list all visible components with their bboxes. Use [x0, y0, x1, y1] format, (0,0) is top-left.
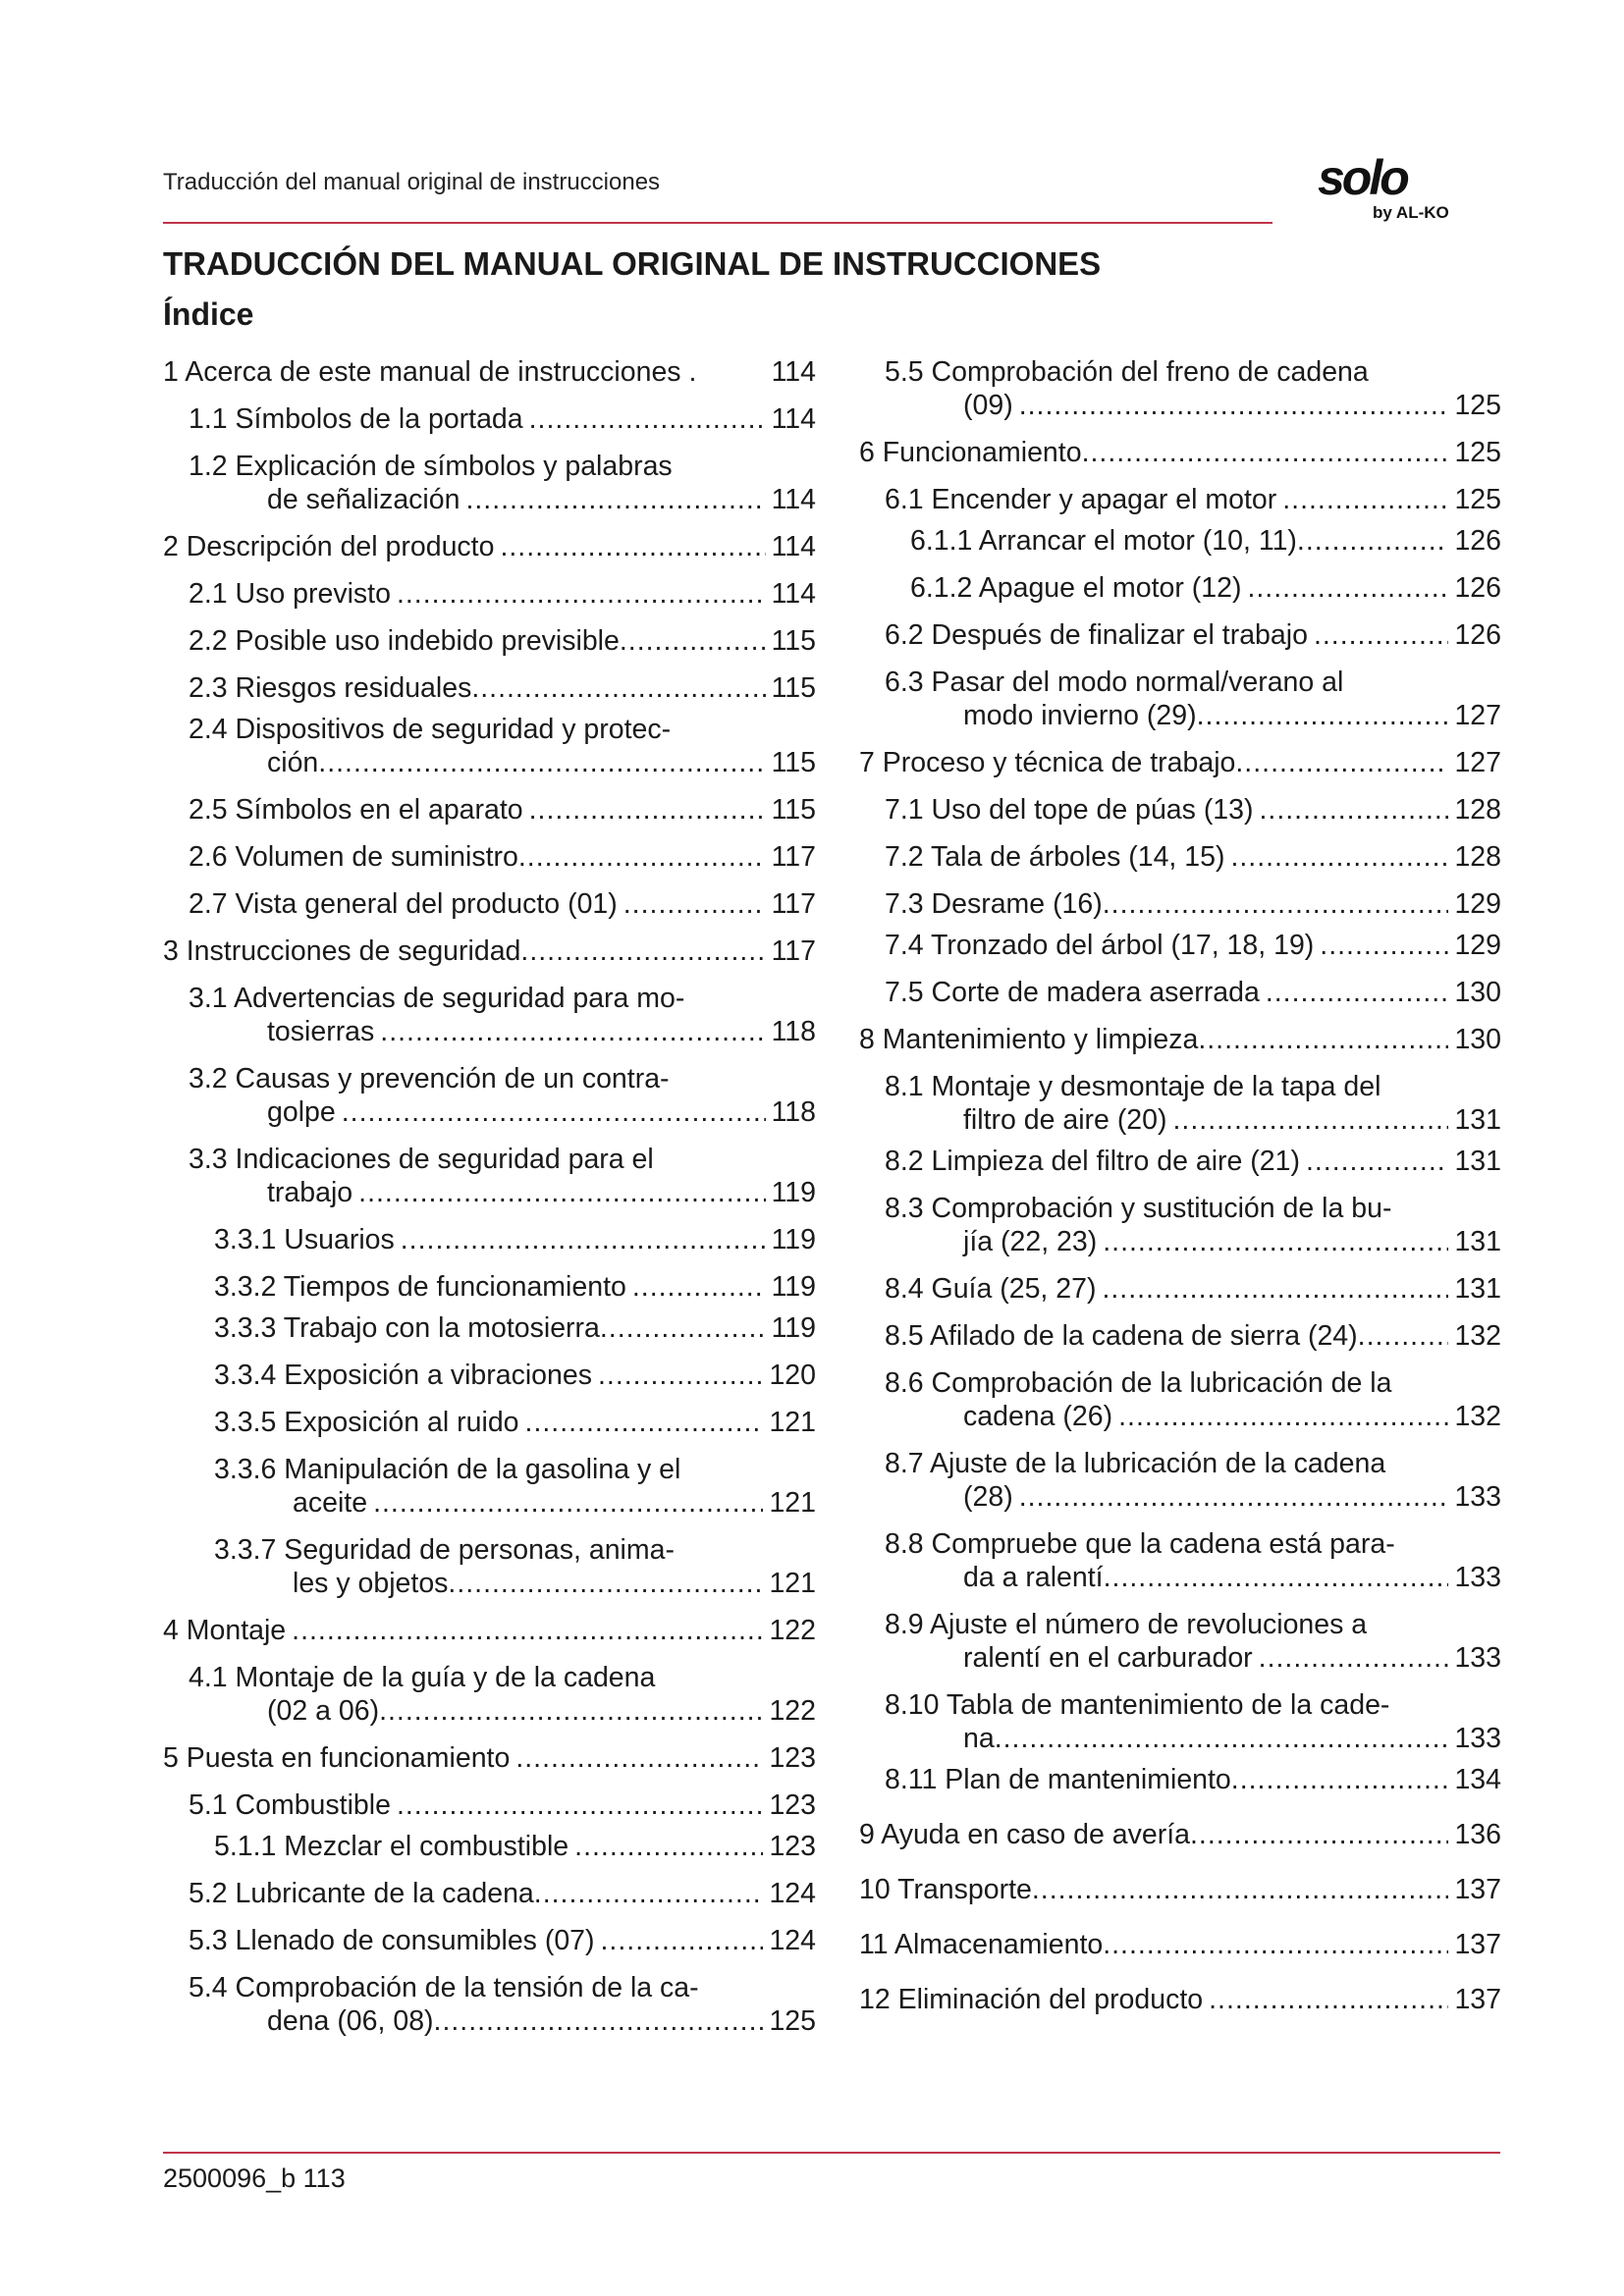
- toc-entry[interactable]: [163, 1311, 816, 1345]
- toc-entry-page: 114: [771, 484, 816, 515]
- toc-leader: [465, 483, 765, 516]
- toc-leader: [1297, 524, 1449, 558]
- toc-entry-label: 3.2 Causas y prevención de un contra-: [189, 1063, 670, 1095]
- toc-leader: [379, 1694, 763, 1728]
- toc-entry-label-cont: jía (22, 23): [963, 1226, 1098, 1257]
- toc-entry-label: 8.6 Comprobación de la lubricación de la: [885, 1367, 1392, 1399]
- toc-entry-label: 8.1 Montaje y desmontaje de la tapa del: [885, 1071, 1381, 1102]
- toc-entry[interactable]: [859, 1608, 1501, 1675]
- toc-leader: [623, 887, 766, 921]
- toc-entry-label: 7.5 Corte de madera aserrada: [885, 977, 1260, 1008]
- toc-leader: [1103, 887, 1449, 921]
- toc-leader: [1198, 1023, 1448, 1056]
- toc-leader: [1282, 483, 1448, 516]
- solo-logo: [1316, 147, 1473, 226]
- toc-entry-page: 125: [1454, 390, 1501, 421]
- toc-entry-label: 9 Ayuda en caso de avería: [859, 1819, 1190, 1850]
- toc-entry-page: 120: [769, 1360, 816, 1391]
- toc-entry-label-cont: cadena (26): [963, 1401, 1113, 1432]
- toc-leader: [380, 1015, 765, 1048]
- page-footer: [163, 2163, 346, 2194]
- toc-leader: [397, 577, 766, 611]
- toc-left-column: [163, 355, 816, 2038]
- toc-leader: [401, 1223, 766, 1256]
- toc-entry[interactable]: [859, 666, 1501, 732]
- toc-leader: [620, 624, 766, 658]
- toc-leader: [1104, 1561, 1449, 1594]
- toc-leader: [1019, 389, 1449, 422]
- toc-entry-page: 125: [769, 2005, 816, 2037]
- toc-entry-label: 6.1.1 Arrancar el motor (10, 11): [910, 525, 1297, 557]
- toc-entry-label: 3 Instrucciones de seguridad: [163, 935, 521, 967]
- toc-entry-label: 8.7 Ajuste de la lubricación de la cadena: [885, 1448, 1386, 1479]
- toc-entry[interactable]: [859, 355, 1501, 422]
- toc-entry-label: 6 Funcionamiento: [859, 437, 1082, 468]
- toc-leader: [1197, 699, 1449, 732]
- toc-entry-label: 8.2 Limpieza del filtro de aire (21): [885, 1146, 1300, 1177]
- toc-entry[interactable]: [163, 1062, 816, 1129]
- toc-entry-label: 11 Almacenamiento: [859, 1929, 1104, 1960]
- toc-entry[interactable]: [859, 483, 1501, 516]
- toc-entry-label: 3.3.5 Exposición al ruido: [214, 1407, 519, 1438]
- toc-leader: [1266, 976, 1449, 1009]
- logo-text: solo: [1318, 150, 1407, 205]
- toc-entry-label: 8.8 Compruebe que la cadena está para-: [885, 1528, 1395, 1560]
- toc-leader: [515, 1741, 763, 1775]
- toc-entry[interactable]: [859, 1070, 1501, 1137]
- toc-entry-label: 8.3 Comprobación y sustitución de la bu-: [885, 1193, 1392, 1224]
- index-heading: Índice: [163, 296, 254, 332]
- toc-entry-label: 7 Proceso y técnica de trabajo: [859, 747, 1236, 778]
- toc-entry-label: 8.9 Ajuste el número de revoluciones a: [885, 1609, 1368, 1640]
- toc-entry[interactable]: [859, 571, 1501, 605]
- toc-entry-label: 6.1.2 Apague el motor (12): [910, 572, 1242, 604]
- toc-entry[interactable]: [163, 1270, 816, 1304]
- toc-entry[interactable]: [163, 1830, 816, 1863]
- toc-entry[interactable]: [163, 1453, 816, 1520]
- toc-entry-label: 1.2 Explicación de símbolos y palabras: [189, 451, 673, 482]
- toc-entry-label: 3.3.3 Trabajo con la motosierra: [214, 1312, 600, 1344]
- toc-leader: [1306, 1145, 1448, 1178]
- toc-entry-page: 114: [771, 403, 816, 435]
- toc-entry-page: 117: [771, 888, 816, 920]
- toc-entry-page: 115: [771, 794, 816, 826]
- toc-entry-page: 118: [771, 1096, 816, 1128]
- toc-leader: [373, 1486, 763, 1520]
- toc-entry[interactable]: [859, 1192, 1501, 1258]
- toc-entry-label: 3.3.6 Manipulación de la gasolina y el: [214, 1454, 681, 1485]
- toc-entry[interactable]: [163, 1359, 816, 1392]
- toc-entry-label-cont: modo invierno (29): [963, 700, 1197, 731]
- toc-entry-page: 123: [769, 1789, 816, 1821]
- toc-entry-label: 6.2 Después de finalizar el trabajo: [885, 619, 1308, 651]
- toc-entry[interactable]: [859, 1928, 1501, 1961]
- toc-entry-label: 8 Mantenimiento y limpieza: [859, 1024, 1199, 1055]
- toc-entry-page: 115: [771, 625, 816, 657]
- toc-entry-page: 124: [769, 1878, 816, 1909]
- toc-entry-label: 8.4 Guía (25, 27): [885, 1273, 1097, 1305]
- toc-entry[interactable]: [859, 1763, 1501, 1796]
- toc-leader: [358, 1176, 765, 1209]
- toc-entry[interactable]: [163, 1406, 816, 1439]
- toc-entry[interactable]: [859, 1319, 1501, 1353]
- toc-entry-label: 7.2 Tala de árboles (14, 15): [885, 841, 1225, 873]
- toc-entry-page: 121: [769, 1568, 816, 1599]
- toc-entry-label: 2.6 Volumen de suministro: [189, 841, 518, 873]
- toc-entry-page: 131: [1454, 1146, 1501, 1177]
- toc-entry-label: 2.1 Uso previsto: [189, 578, 391, 610]
- toc-leader: [1314, 618, 1449, 652]
- toc-entry-page: 128: [1454, 841, 1501, 873]
- toc-entry-label: 5.3 Llenado de consumibles (07): [189, 1925, 595, 1956]
- toc-entry-page: 114: [771, 356, 816, 388]
- toc-entry-label: 2 Descripción del producto: [163, 531, 495, 562]
- toc-entry-label: 5 Puesta en funcionamiento: [163, 1742, 511, 1774]
- toc-entry-page: 133: [1454, 1723, 1501, 1754]
- toc-entry-label: 2.7 Vista general del producto (01): [189, 888, 618, 920]
- toc-entry-label: 1 Acerca de este manual de instrucciones .: [163, 356, 697, 388]
- toc-entry[interactable]: [163, 887, 816, 921]
- toc-leader: [601, 1924, 764, 1957]
- toc-leader: [318, 746, 765, 779]
- toc-entry-label: 5.1 Combustible: [189, 1789, 391, 1821]
- toc-entry-label-cont: aceite: [293, 1487, 368, 1519]
- toc-entry-page: 128: [1454, 794, 1501, 826]
- toc-entry[interactable]: [859, 1145, 1501, 1178]
- toc-entry[interactable]: [163, 1971, 816, 2038]
- toc-entry[interactable]: [163, 671, 816, 705]
- toc-entry-label: 5.4 Comprobación de la tensión de la ca-: [189, 1972, 699, 2003]
- toc-entry-page: 125: [1454, 437, 1501, 468]
- toc-entry-page: 115: [771, 672, 816, 704]
- toc-entry-label: 5.1.1 Mezclar el combustible: [214, 1831, 569, 1862]
- toc-leader: [534, 1877, 764, 1910]
- toc-entry-label: 2.4 Dispositivos de seguridad y protec-: [189, 714, 672, 745]
- toc-leader: [1209, 1983, 1448, 2016]
- toc-entry[interactable]: [859, 840, 1501, 874]
- toc-leader: [1173, 1103, 1449, 1137]
- toc-entry[interactable]: [163, 982, 816, 1048]
- toc-entry-label: 4.1 Montaje de la guía y de la cadena: [189, 1662, 656, 1693]
- toc-entry-page: 117: [771, 841, 816, 873]
- toc-entry-label-cont: de señalización: [267, 484, 460, 515]
- toc-leader: [598, 1359, 763, 1392]
- toc-entry[interactable]: [163, 530, 816, 563]
- toc-entry-label: 8.10 Tabla de mantenimiento de la cade-: [885, 1689, 1390, 1721]
- toc-entry-label-cont: golpe: [267, 1096, 336, 1128]
- toc-entry[interactable]: [859, 887, 1501, 921]
- toc-leader: [1190, 1818, 1448, 1851]
- toc-entry-label: 1.1 Símbolos de la portada: [189, 403, 523, 435]
- toc-leader: [1082, 436, 1449, 469]
- running-title: Traducción del manual original de instrucciones: [163, 169, 661, 195]
- toc-entry-label: 2.5 Símbolos en el aparato: [189, 794, 523, 826]
- toc-leader: [397, 1789, 763, 1822]
- toc-entry-page: 126: [1454, 572, 1501, 604]
- toc-entry-page: 117: [771, 935, 816, 967]
- toc-entry[interactable]: [163, 1741, 816, 1775]
- toc-entry-label: 12 Eliminación del producto: [859, 1984, 1204, 2015]
- toc-entry-label: 8.11 Plan de mantenimiento: [885, 1764, 1231, 1795]
- toc-entry[interactable]: [163, 1143, 816, 1209]
- toc-entry-label: 3.3.2 Tiempos de funcionamiento: [214, 1271, 626, 1303]
- toc-entry[interactable]: [859, 618, 1501, 652]
- toc-entry-page: 119: [771, 1224, 816, 1255]
- toc-entry[interactable]: [859, 1983, 1501, 2016]
- toc-entry-label: 3.3.7 Seguridad de personas, anima-: [214, 1534, 675, 1566]
- toc-entry-page: 131: [1454, 1226, 1501, 1257]
- toc-entry-page: 122: [769, 1615, 816, 1646]
- toc-entry[interactable]: [163, 402, 816, 436]
- footer-rule: [163, 2152, 1500, 2154]
- toc-entry[interactable]: [859, 976, 1501, 1009]
- toc-entry-label: 6.1 Encender y apagar el motor: [885, 484, 1277, 515]
- toc-leader: [1230, 840, 1448, 874]
- toc-entry[interactable]: [859, 1023, 1501, 1056]
- toc-entry-label: 7.3 Desrame (16): [885, 888, 1103, 920]
- toc-leader: [518, 840, 766, 874]
- toc-entry[interactable]: [163, 450, 816, 516]
- toc-entry-page: 132: [1454, 1401, 1501, 1432]
- toc-leader: [1118, 1400, 1448, 1433]
- toc-entry-page: 131: [1454, 1273, 1501, 1305]
- toc-entry-page: 114: [771, 578, 816, 610]
- toc-entry[interactable]: [859, 1447, 1501, 1514]
- toc-entry-label-cont: (28): [963, 1481, 1013, 1513]
- toc-entry[interactable]: [163, 934, 816, 968]
- toc-entry-label: 5.2 Lubricante de la cadena: [189, 1878, 534, 1909]
- toc-entry-page: 132: [1454, 1320, 1501, 1352]
- toc-entry-label: 8.5 Afilado de la cadena de sierra (24): [885, 1320, 1358, 1352]
- toc-leader: [525, 1406, 764, 1439]
- toc-entry-page: 123: [769, 1742, 816, 1774]
- toc-entry-page: 121: [769, 1407, 816, 1438]
- toc-entry-label-cont: tosierras: [267, 1016, 375, 1047]
- toc-leader: [1019, 1480, 1449, 1514]
- toc-entry-page: 125: [1454, 484, 1501, 515]
- toc-entry-page: 137: [1454, 1874, 1501, 1905]
- toc-leader: [500, 530, 765, 563]
- toc-leader: [529, 402, 766, 436]
- toc-entry-label: 5.5 Comprobación del freno de cadena: [885, 356, 1369, 388]
- toc-leader: [1103, 1928, 1448, 1961]
- toc-entry[interactable]: [859, 1818, 1501, 1851]
- toc-entry-label: 2.2 Posible uso indebido previsible: [189, 625, 620, 657]
- toc-entry-page: 119: [771, 1271, 816, 1303]
- toc-entry-page: 123: [769, 1831, 816, 1862]
- toc-entry-page: 127: [1454, 747, 1501, 778]
- toc-entry[interactable]: [859, 793, 1501, 827]
- toc-entry-label-cont: ralentí en el carburador: [963, 1642, 1253, 1674]
- toc-leader: [471, 671, 765, 705]
- toc-entry-label: 3.1 Advertencias de seguridad para mo-: [189, 983, 685, 1014]
- toc-entry-label-cont: (02 a 06): [267, 1695, 380, 1727]
- toc-entry[interactable]: [163, 1661, 816, 1728]
- toc-entry-page: 130: [1454, 1024, 1501, 1055]
- toc-entry-label: 3.3.4 Exposición a vibraciones: [214, 1360, 592, 1391]
- page-number: 113: [302, 2163, 346, 2193]
- toc-entry-page: 133: [1454, 1562, 1501, 1593]
- toc-entry[interactable]: [163, 1533, 816, 1600]
- toc-entry-label-cont: (09): [963, 390, 1013, 421]
- toc-leader: [1102, 1272, 1448, 1306]
- toc-entry[interactable]: [859, 524, 1501, 558]
- toc-entry-label-cont: filtro de aire (20): [963, 1104, 1167, 1136]
- toc-entry[interactable]: [163, 1789, 816, 1822]
- toc-entry[interactable]: [163, 1223, 816, 1256]
- toc-right-column: [859, 355, 1501, 2016]
- toc-leader: [1235, 746, 1448, 779]
- toc-entry[interactable]: [163, 624, 816, 658]
- toc-entry[interactable]: [859, 1366, 1501, 1433]
- toc-leader: [434, 2004, 764, 2038]
- toc-entry-label: 3.3.1 Usuarios: [214, 1224, 395, 1255]
- toc-entry-page: 115: [771, 747, 816, 778]
- toc-entry-page: 126: [1454, 525, 1501, 557]
- toc-entry-page: 121: [769, 1487, 816, 1519]
- toc-entry[interactable]: [859, 436, 1501, 469]
- toc-leader: [995, 1722, 1449, 1755]
- toc-leader: [1231, 1763, 1449, 1796]
- toc-leader: [1320, 929, 1448, 962]
- toc-leader: [448, 1567, 763, 1600]
- toc-entry-label-cont: les y objetos: [293, 1568, 449, 1599]
- toc-entry-page: 118: [771, 1016, 816, 1047]
- logo-subtext: by AL-KO: [1373, 203, 1449, 222]
- toc-entry[interactable]: [163, 840, 816, 874]
- toc-entry-page: 126: [1454, 619, 1501, 651]
- toc-entry[interactable]: [859, 746, 1501, 779]
- toc-leader: [529, 793, 766, 827]
- document-title: TRADUCCIÓN DEL MANUAL ORIGINAL DE INSTRUCCIONES: [163, 245, 1102, 282]
- toc-entry-page: 130: [1454, 977, 1501, 1008]
- toc-entry-page: 129: [1454, 930, 1501, 961]
- toc-leader: [1103, 1225, 1448, 1258]
- toc-entry[interactable]: [163, 1924, 816, 1957]
- toc-entry-page: 137: [1454, 1984, 1501, 2015]
- toc-entry-page: 129: [1454, 888, 1501, 920]
- toc-leader: [600, 1311, 766, 1345]
- toc-leader: [1260, 793, 1449, 827]
- toc-entry-page: 122: [769, 1695, 816, 1727]
- toc-entry[interactable]: [163, 713, 816, 779]
- toc-entry-label: 7.4 Tronzado del árbol (17, 18, 19): [885, 930, 1315, 961]
- toc-entry[interactable]: [859, 929, 1501, 962]
- toc-leader: [1247, 571, 1448, 605]
- toc-leader: [1259, 1641, 1449, 1675]
- toc-entry-label: 2.3 Riesgos residuales: [189, 672, 472, 704]
- toc-leader: [292, 1614, 763, 1647]
- toc-entry[interactable]: [859, 1527, 1501, 1594]
- toc-entry-page: 124: [769, 1925, 816, 1956]
- toc-entry[interactable]: [859, 1873, 1501, 1906]
- toc-entry-label: 6.3 Pasar del modo normal/verano al: [885, 667, 1344, 698]
- toc-entry[interactable]: [163, 1877, 816, 1910]
- toc-entry-page: 133: [1454, 1642, 1501, 1674]
- toc-entry-label: 3.3 Indicaciones de seguridad para el: [189, 1144, 654, 1175]
- toc-entry-page: 131: [1454, 1104, 1501, 1136]
- toc-entry[interactable]: [163, 793, 816, 827]
- toc-entry-label: 4 Montaje: [163, 1615, 287, 1646]
- toc-entry-page: 127: [1454, 700, 1501, 731]
- toc-leader: [342, 1095, 766, 1129]
- toc-entry-label: 10 Transporte: [859, 1874, 1032, 1905]
- toc-leader: [520, 934, 765, 968]
- header-rule: [163, 222, 1272, 224]
- toc-entry-label-cont: ción: [267, 747, 319, 778]
- toc-entry[interactable]: [163, 577, 816, 611]
- toc-entry-page: 134: [1454, 1764, 1501, 1795]
- toc-leader: [632, 1270, 766, 1304]
- toc-entry-label-cont: na: [963, 1723, 995, 1754]
- toc-leader: [1032, 1873, 1449, 1906]
- toc-entry-label-cont: da a ralentí: [963, 1562, 1104, 1593]
- document-number: 2500096_b: [163, 2163, 297, 2193]
- toc-entry-page: 119: [771, 1312, 816, 1344]
- toc-entry-page: 133: [1454, 1481, 1501, 1513]
- toc-entry-label: 7.1 Uso del tope de púas (13): [885, 794, 1254, 826]
- toc-entry-page: 119: [771, 1177, 816, 1208]
- toc-entry[interactable]: [859, 1688, 1501, 1755]
- toc-entry-page: 137: [1454, 1929, 1501, 1960]
- toc-entry[interactable]: [163, 1614, 816, 1647]
- toc-leader: [574, 1830, 763, 1863]
- toc-entry[interactable]: [859, 1272, 1501, 1306]
- toc-entry-label-cont: dena (06, 08): [267, 2005, 434, 2037]
- toc-leader: [1358, 1319, 1449, 1353]
- toc-entry-page: 114: [771, 531, 816, 562]
- toc-entry[interactable]: [163, 355, 816, 389]
- toc-entry-page: 136: [1454, 1819, 1501, 1850]
- toc-entry-label-cont: trabajo: [267, 1177, 353, 1208]
